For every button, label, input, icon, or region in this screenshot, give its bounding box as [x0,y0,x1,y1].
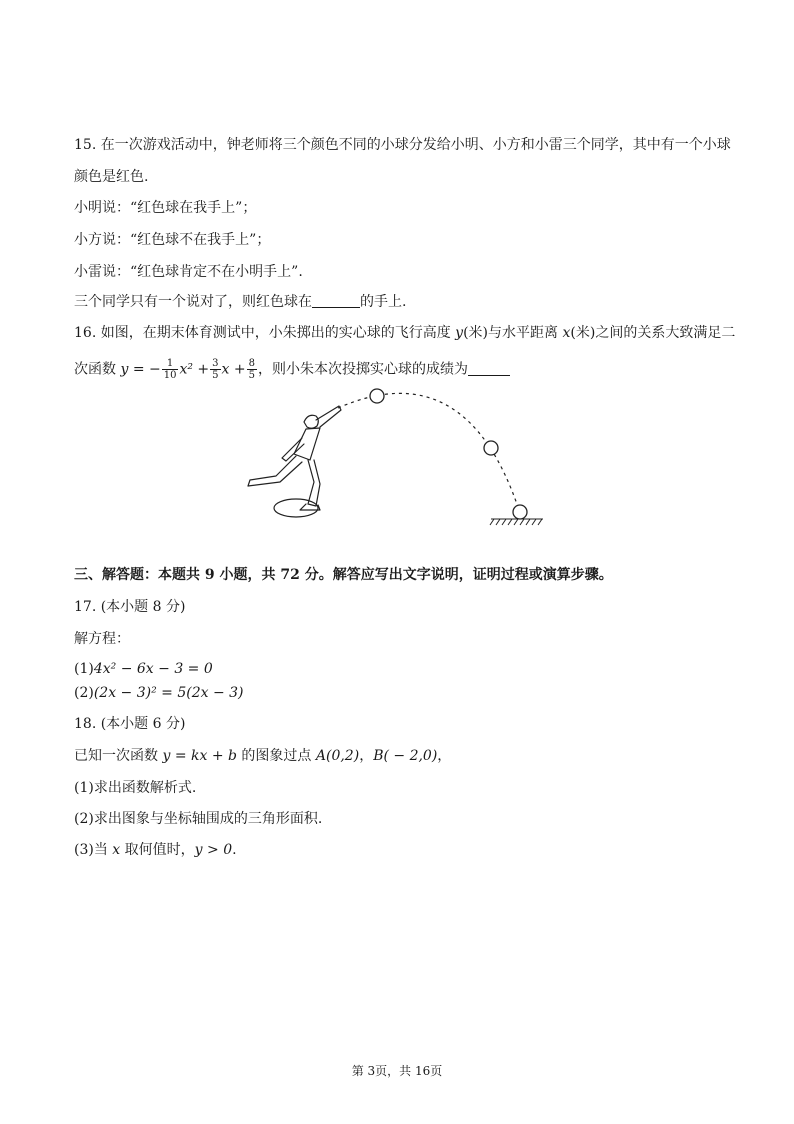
ground-hatch [490,519,543,525]
q18-equation: y = kx + b [162,748,237,764]
q18-point-b: B( − 2,0) [373,748,438,764]
thrower-figure [248,406,341,517]
q17-part-1-label: (1) [74,661,94,677]
q18-part-1: (1)求出函数解析式. [74,780,197,796]
section-3-title: 三、解答题：本题共 9 小题，共 72 分。解答应写出文字说明，证明过程或演算步骤。 [74,567,613,583]
q16-term-1: x² + [179,361,210,378]
q15-xiaolei-statement: 小雷说：“红色球肯定不在小明手上”. [74,264,303,280]
q18-part-3-condition: y > 0 [194,842,233,858]
q18-part-2: (2)求出图象与坐标轴围成的三角形面积. [74,811,323,827]
ball-middle [484,441,498,455]
q15-answer-blank [312,293,360,308]
q16-fraction-1: $\frac{1}{10}$ [163,358,177,381]
q15-xiaofang-statement: 小方说：“红色球不在我手上”； [74,232,271,248]
q17-header: 17. (本小题 8 分) [74,599,186,615]
q15-xiaoming-statement: 小明说：“红色球在我手上”； [74,200,257,216]
q16-text-d: 次函数 [74,361,116,378]
q18-part-3-var: x [112,842,121,858]
q16-text-c: 之间的关系大致满足二 [595,325,736,341]
q16-answer-blank [468,361,510,376]
q17-part-1-equation: 4x² − 6x − 3 = 0 [93,661,213,677]
q16-var-y: y [455,325,464,341]
q16-term-2: x + [221,361,246,378]
q16-line-2 [74,358,510,381]
q18-point-a: A(0,2) [315,748,360,764]
q15-question-before: 三个同学只有一个说对了，则红色球在 [74,294,312,310]
q18-header: 18. (本小题 6 分) [74,716,186,732]
q17-part-2 [74,683,244,703]
q16-text-e: ，则小朱本次投掷实心球的成绩为 [258,361,468,378]
q18-separator: ， [359,748,374,764]
ball-top [370,389,384,403]
ball-ground [513,505,527,519]
q16-var-x: x [562,325,571,341]
q18-part-3-b: 取何值时， [124,842,195,858]
q17-part-2-equation: (2x − 3)² = 5(2x − 3) [93,685,244,701]
q16-line-1 [74,323,735,343]
shot-put-figure [236,382,546,530]
q16-unit-y: (米) [463,325,489,341]
q15-line-1: 15. 在一次游戏活动中，钟老师将三个颜色不同的小球分发给小明、小方和小雷三个同学，其中有一个小球 [74,137,731,153]
q16-unit-x: (米) [570,325,596,341]
q18-part-3-c: . [232,842,237,858]
q18-text-c: ， [437,748,452,764]
q15-line-2: 颜色是红色. [74,169,149,185]
q18-text-a: 已知一次函数 [74,748,158,764]
q18-line-1 [74,746,451,766]
q17-part-2-label: (2) [74,685,94,701]
q16-eq-lhs: y = − [120,361,161,378]
q16-fraction-3: $\frac{8}{5}$ [248,358,255,381]
q16-fraction-2: $\frac{3}{5}$ [212,358,219,381]
q18-text-b: 的图象过点 [241,748,312,764]
q18-part-3-a: (3)当 [74,842,108,858]
q17-part-1 [74,659,213,679]
q16-text-a: 16. 如图，在期末体育测试中，小朱掷出的实心球的飞行高度 [74,325,451,341]
q15-question-after: 的手上. [360,294,407,310]
q16-text-b: 与水平距离 [488,325,559,341]
q15-question [74,292,406,312]
q17-intro: 解方程： [74,631,130,647]
page-footer: 第 3页，共 16页 [351,1064,443,1078]
q18-part-3 [74,840,237,860]
